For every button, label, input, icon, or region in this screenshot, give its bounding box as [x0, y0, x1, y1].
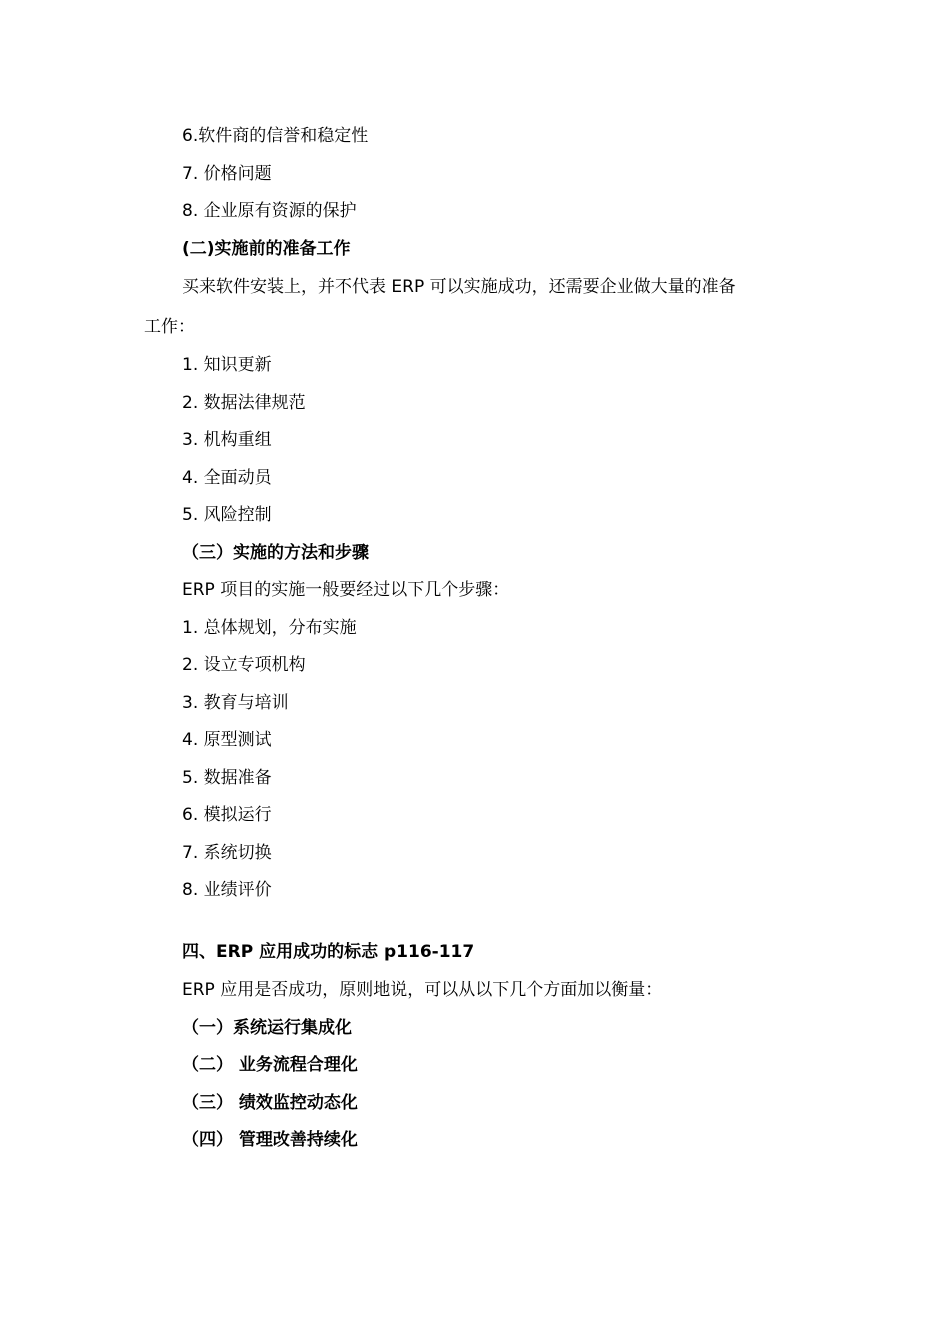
paragraph-line: 买来软件安装上，并不代表 ERP 可以实施成功，还需要企业做大量的准备: [182, 277, 736, 297]
list-item: 7. 价格问题: [182, 164, 272, 184]
list-item: 5. 风险控制: [182, 505, 272, 525]
list-item: 2. 数据法律规范: [182, 393, 306, 413]
list-item: 5. 数据准备: [182, 768, 272, 788]
subsection-heading: （三） 绩效监控动态化: [182, 1093, 358, 1113]
list-item: 4. 原型测试: [182, 730, 272, 750]
subsection-heading: （二） 业务流程合理化: [182, 1055, 358, 1075]
subsection-heading: （四） 管理改善持续化: [182, 1130, 358, 1150]
paragraph-line: ERP 项目的实施一般要经过以下几个步骤：: [182, 580, 510, 600]
list-item: 3. 教育与培训: [182, 693, 289, 713]
section-heading: (二)实施前的准备工作: [182, 239, 351, 259]
subsection-heading: （一）系统运行集成化: [182, 1018, 352, 1038]
paragraph-line: 工作：: [144, 317, 195, 337]
list-item: 6. 模拟运行: [182, 805, 272, 825]
section-heading: 四、ERP 应用成功的标志 p116-117: [182, 942, 475, 962]
list-item: 1. 总体规划，分布实施: [182, 618, 357, 638]
section-heading: （三）实施的方法和步骤: [182, 543, 369, 563]
list-item: 7. 系统切换: [182, 843, 272, 863]
list-item: 2. 设立专项机构: [182, 655, 306, 675]
list-item: 3. 机构重组: [182, 430, 272, 450]
paragraph-line: ERP 应用是否成功，原则地说，可以从以下几个方面加以衡量：: [182, 980, 663, 1000]
list-item: 1. 知识更新: [182, 355, 272, 375]
list-item: 8. 业绩评价: [182, 880, 272, 900]
list-item: 4. 全面动员: [182, 468, 272, 488]
list-item: 8. 企业原有资源的保护: [182, 201, 357, 221]
list-item: 6.软件商的信誉和稳定性: [182, 126, 369, 146]
